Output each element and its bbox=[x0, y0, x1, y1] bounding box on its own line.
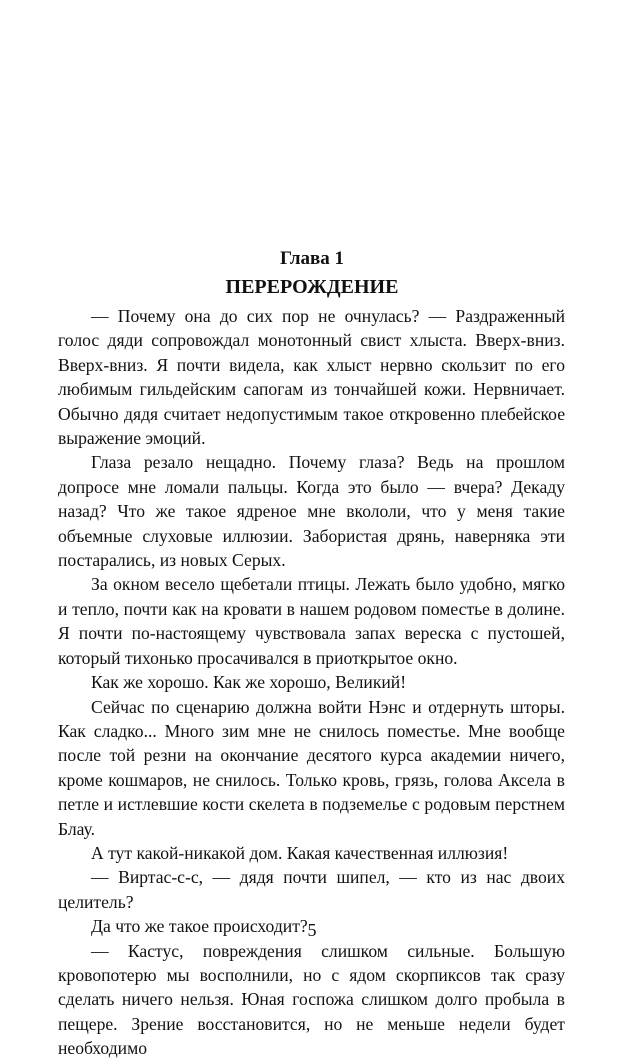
paragraph: Глаза резало нещадно. Почему глаза? Ведь на прошлом допросе мне ломали пальцы. Когда это было — вчера? Декаду назад? Что же такое ядреное мне вкололи, что у меня такие объемные слуховые иллюзии. Забористая дрянь, наверняка эти постарались, из новых Серых. bbox=[58, 452, 565, 571]
paragraph: Да что же такое происходит? bbox=[91, 916, 308, 937]
page-number: 5 bbox=[307, 920, 317, 940]
paragraph: — Виртас-с-с, — дядя почти шипел, — кто из нас двоих целитель? bbox=[58, 867, 565, 912]
chapter-title: ПЕРЕРОЖДЕНИЕ bbox=[225, 276, 399, 298]
paragraph: — Почему она до сих пор не очнулась? — Раздраженный голос дяди сопровождал монотонный свист хлыста. Вверх-вниз. Вверх-вниз. Я почти видела, как хлыст нервно скользит по его любимым гильдейским сапогам из тончайшей кожи. Нервничает. Обычно дядя считает недопустимым такое откровенно плебейское выражение эмоций. bbox=[58, 306, 565, 449]
paragraph: За окном весело щебетали птицы. Лежать было удобно, мягко и тепло, почти как на кровати в нашем родовом поместье в долине. Я почти по-настоящему чувствовала запах вереска с пустошей, который тихонько просачивался в приоткрытое окно. bbox=[58, 574, 565, 668]
paragraph: — Кастус, повреждения слишком сильные. Большую кровопотерю мы восполнили, но с ядом скорпиксов так сразу сделать ничего нельзя. Юная госпожа слишком долго пробыла в пещере. Зрение восстановится, но не меньше недели будет необходимо bbox=[58, 940, 565, 1059]
chapter-heading bbox=[0, 246, 624, 301]
paragraph: Как же хорошо. Как же хорошо, Великий! bbox=[91, 672, 407, 693]
chapter-body-text bbox=[58, 304, 565, 1061]
paragraph: Сейчас по сценарию должна войти Нэнс и отдернуть шторы. Как сладко... Много зим мне не снилось поместье. Мне вообще после той резни на окончание десятого курса академии ничего, кроме кошмаров, не снилось. Только кровь, грязь, голова Аксела в петле и истлевшие кости скелета в подземелье с родовым перстнем Блау. bbox=[58, 696, 565, 839]
chapter-number: Глава 1 bbox=[279, 248, 345, 269]
paragraph: А тут какой-никакой дом. Какая качественная иллюзия! bbox=[91, 842, 509, 863]
